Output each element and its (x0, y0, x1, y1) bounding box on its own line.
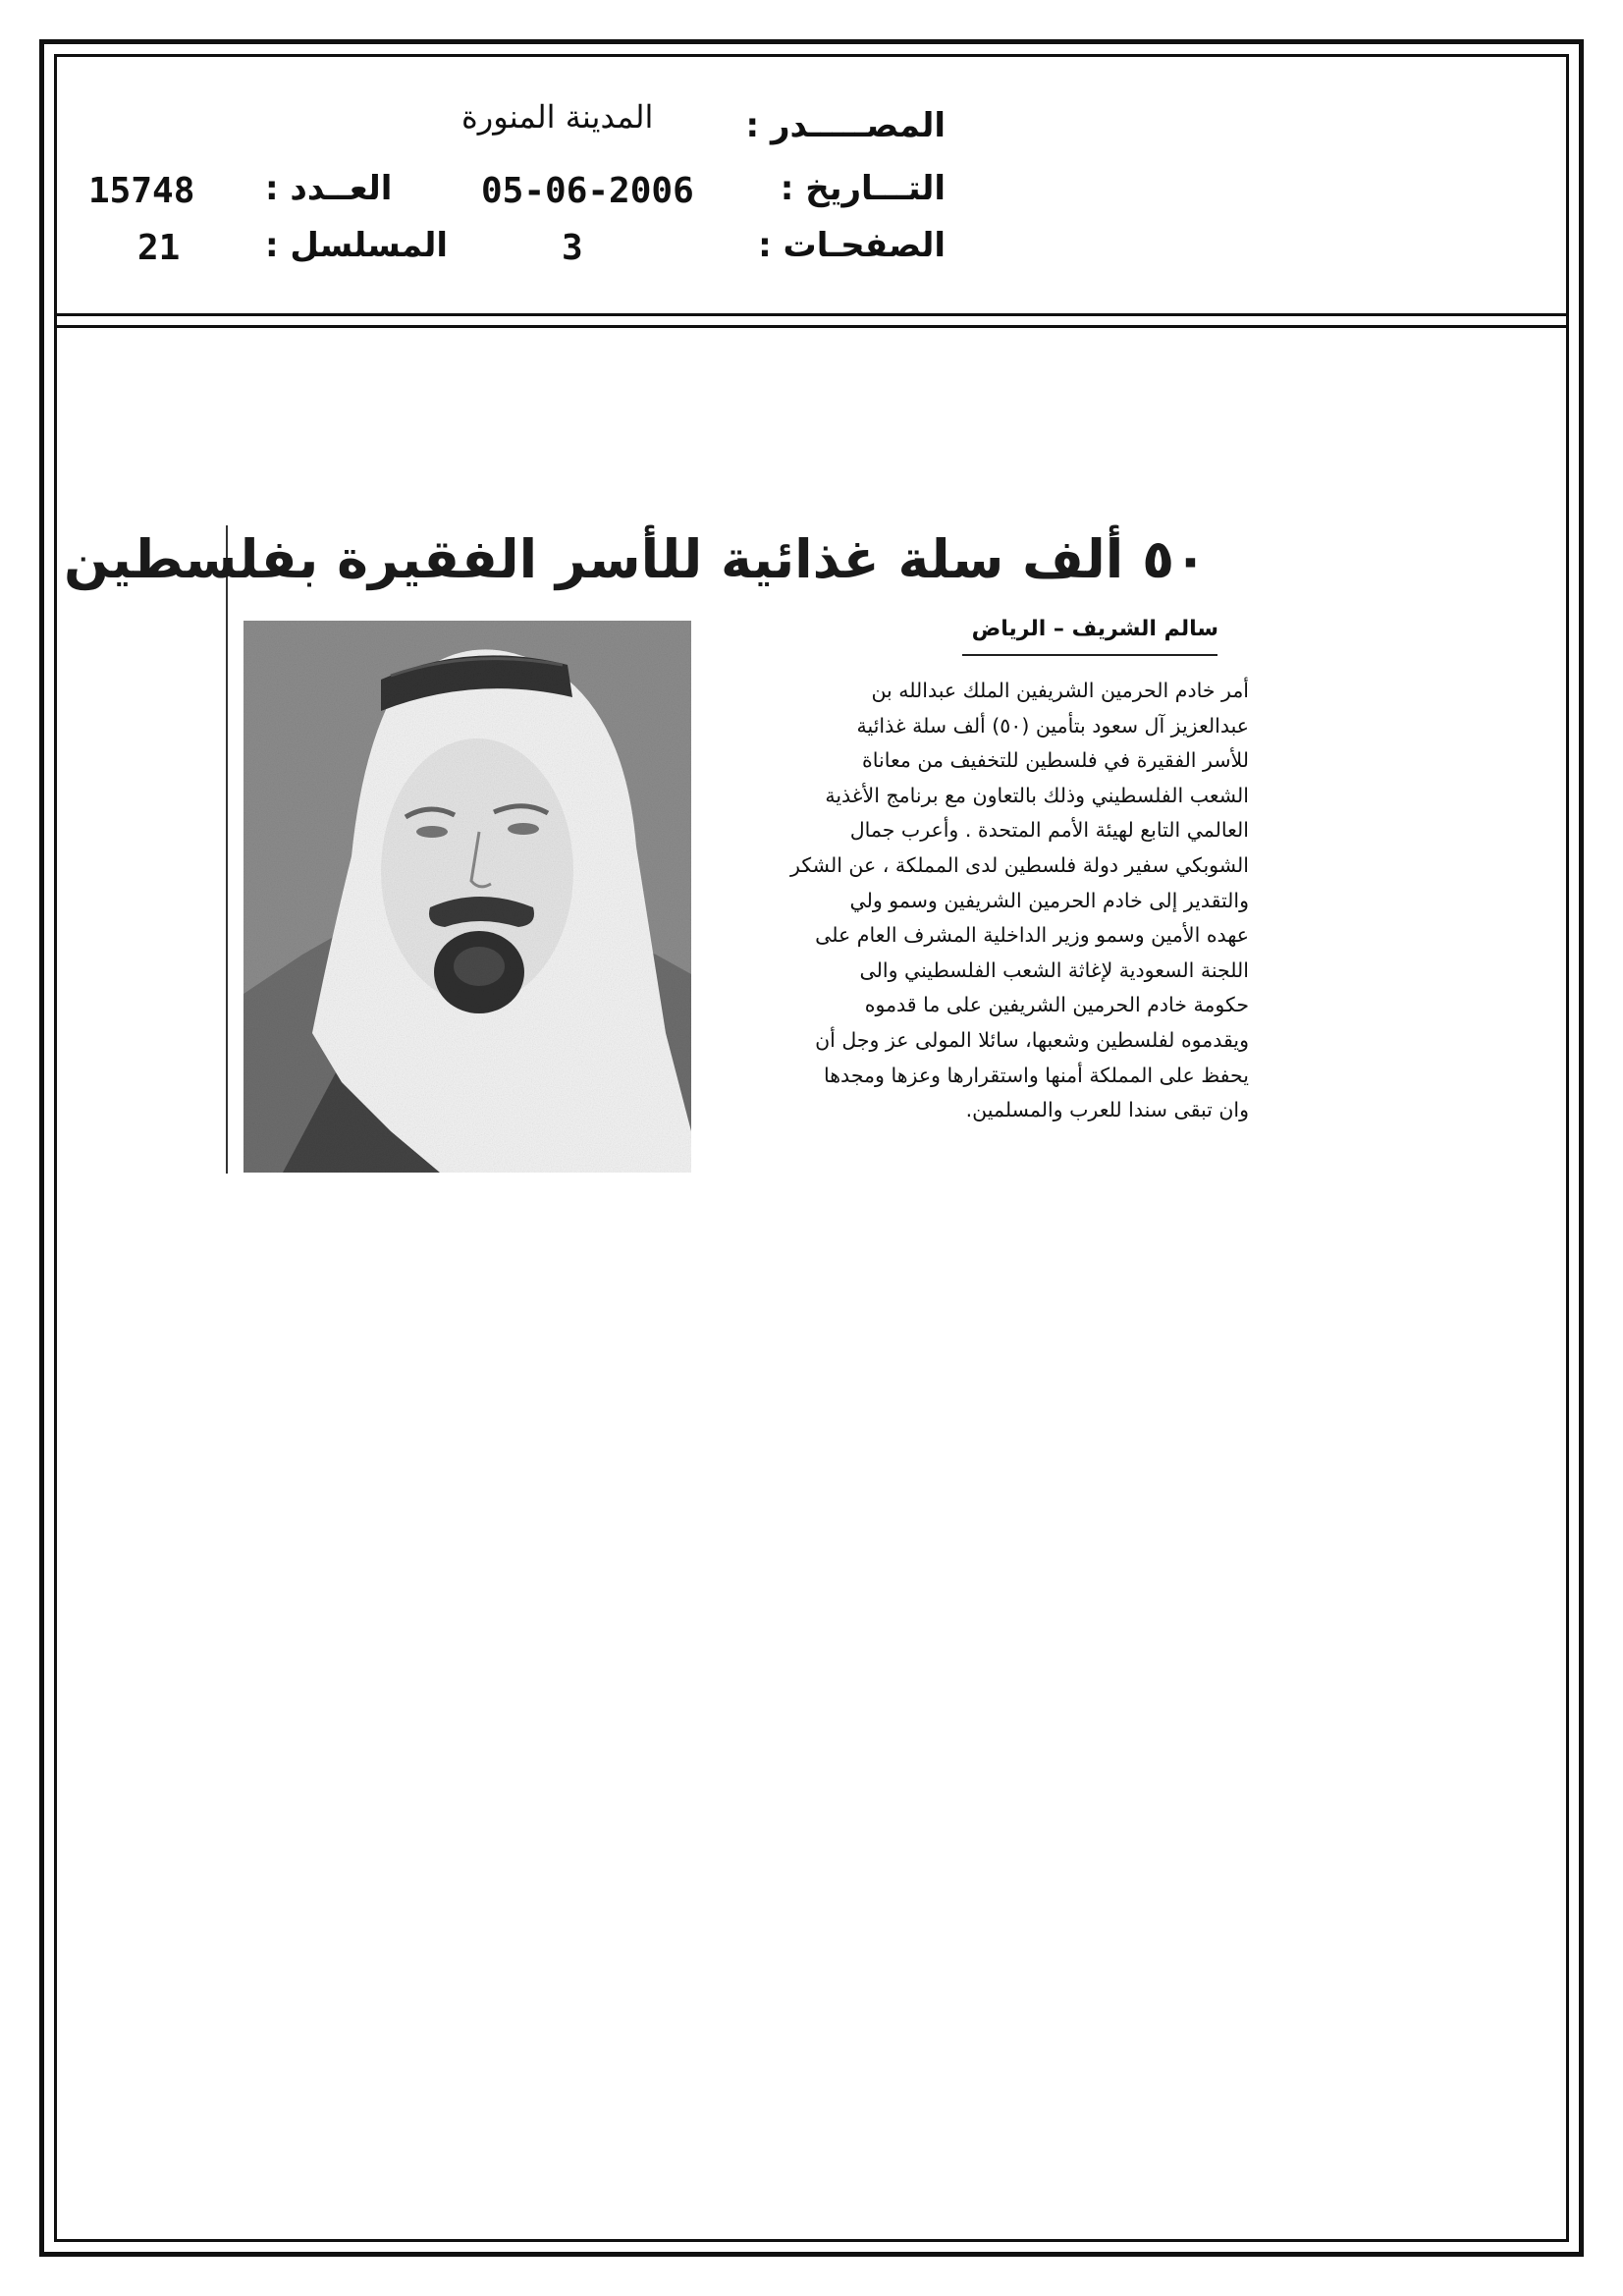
source-value: المدينة المنورة (461, 98, 654, 136)
issue-value: 15748 (88, 171, 195, 211)
header-divider (54, 313, 1569, 316)
body-line: للأسر الفقيرة في فلسطين للتخفيف من معاناة (862, 748, 1249, 773)
body-line: وان تبقى سندا للعرب والمسلمين. (965, 1098, 1249, 1122)
body-line: يحفظ على المملكة أمنها واستقرارها وعزها ومجدها (824, 1063, 1249, 1087)
pages-value: 3 (562, 228, 583, 268)
body-line: أمر خادم الحرمين الشريفين الملك عبدالله بن (871, 679, 1249, 702)
body-line: الشوبكي سفير دولة فلسطين لدى المملكة ، عن الشكر (790, 852, 1249, 877)
body-line: الشعب الفلسطيني وذلك بالتعاون مع برنامج الأغذية (825, 783, 1249, 807)
body-line: حكومة خادم الحرمين الشريفين على ما قدموه (864, 993, 1249, 1017)
date-label: التـــاريخ : (780, 169, 946, 208)
issue-label: العــدد : (265, 169, 393, 208)
column-rule (226, 525, 228, 1174)
pages-label: الصفحـات : (758, 226, 946, 265)
body-line: العالمي التابع لهيئة الأمم المتحدة . وأعرب جمال (849, 818, 1249, 843)
article-byline: سالم الشريف – الرياض (971, 617, 1218, 641)
body-line: اللجنة السعودية لإغاثة الشعب الفلسطيني والى (859, 957, 1249, 982)
body-line: عهده الأمين وسمو وزير الداخلية المشرف العام على (815, 923, 1249, 948)
byline-rule (962, 654, 1217, 656)
body-line: ويقدموه لفلسطين وشعبها، سائلا المولى عز وجل أن (815, 1027, 1249, 1052)
source-label: المصـــــدر : (745, 106, 946, 145)
body-line: والتقدير إلى خادم الحرمين الشريفين وسمو ولي (849, 888, 1249, 912)
portrait-photo (243, 621, 691, 1173)
article-body (719, 674, 1249, 1128)
header-divider-secondary (54, 325, 1569, 328)
serial-label: المسلسل : (265, 226, 449, 265)
date-value: 05-06-2006 (481, 171, 694, 211)
body-line: عبدالعزيز آل سعود بتأمين (٥٠) ألف سلة غذائية (856, 713, 1249, 738)
serial-value: 21 (137, 228, 181, 268)
article-headline: ٥٠ ألف سلة غذائية للأسر الفقيرة بفلسطين (63, 528, 1207, 590)
